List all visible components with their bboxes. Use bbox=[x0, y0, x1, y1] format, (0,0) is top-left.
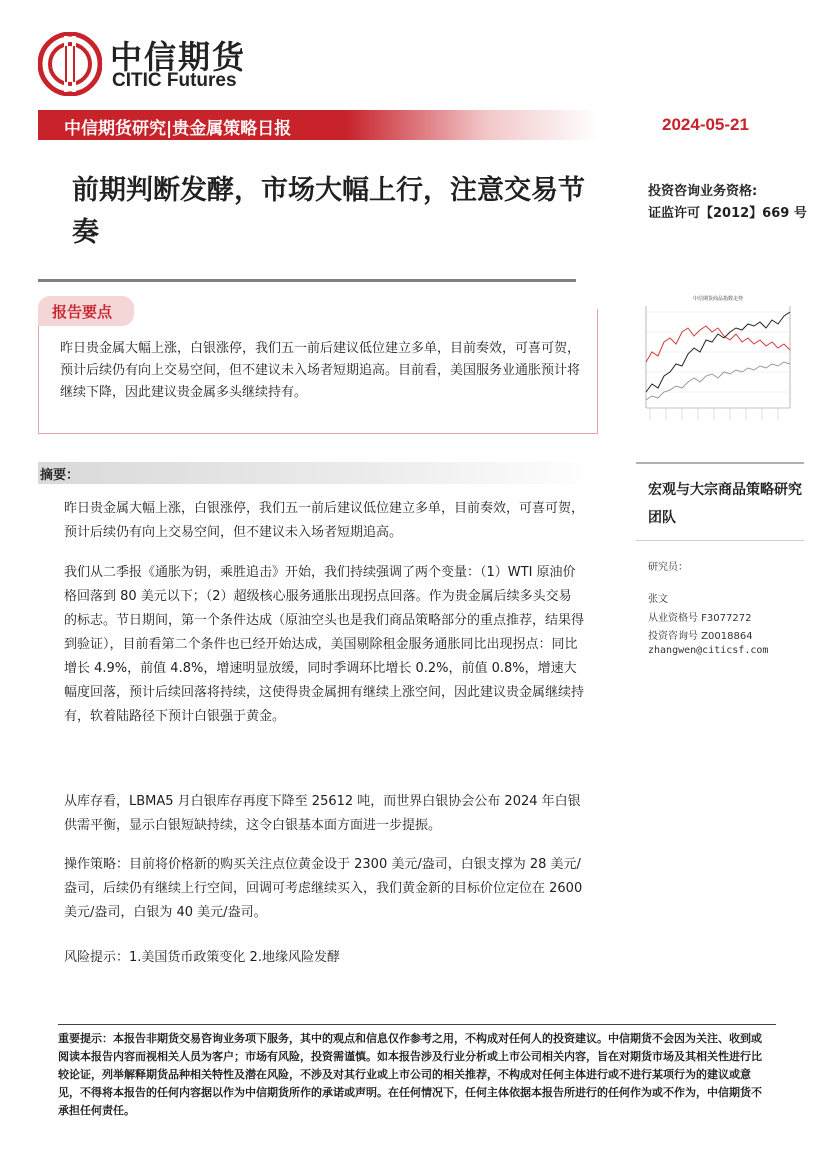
abstract-header-bar bbox=[38, 462, 598, 484]
abstract-paragraph: 操作策略：目前将价格新的购买关注点位黄金设于 2300 美元/盎司，白银支撑为 28 美元/盎司，后续仍有继续上行空间，回调可考虑继续买入，我们黄金新的目标价位定位在 2600 美元/盎司，白银为 40 美元/盎司。 bbox=[64, 857, 583, 920]
qualification-number: 从业资格号 F3077272 bbox=[648, 613, 752, 624]
researcher-name: 张文 bbox=[648, 594, 668, 605]
report-series-title: 中信期货研究|贵金属策略日报 bbox=[64, 119, 292, 139]
team-divider bbox=[636, 462, 804, 464]
abstract-label: 摘要： bbox=[40, 468, 80, 483]
chart-thumbnail-title: 中信期货商品指数走势 bbox=[692, 296, 744, 302]
researcher-label: 研究员： bbox=[648, 562, 688, 573]
key-points-label: 报告要点 bbox=[52, 303, 113, 321]
abstract-paragraph: 从库存看，LBMA5 月白银库存再度下降至 25612 吨，而世界白银协会公布 2024 年白银供需平衡，显示白银短缺持续，这令白银基本面方面进一步提振。 bbox=[64, 794, 581, 833]
risk-warning: 风险提示：1.美国货币政策变化 2.地缘风险发酵 bbox=[64, 950, 340, 965]
disclaimer-text: 重要提示：本报告非期货交易咨询业务项下服务，其中的观点和信息仅作参考之用，不构成对任何人的投资建议。中信期货不会因为关注、收到或阅读本报告内容而视相关人员为客户；市场有风险，投资需谨慎。如本报告涉及行业分析或上市公司相关内容，旨在对期货市场及其相关性进行比较论证，列举解释期货品种相关特性及潜在风险，不涉及对其行业或上市公司的相关推荐，不构成对任何主体进行或不进行某项行为的建议或意见，不得将本报告的任何内容据以作为中信期货所作的承诺或声明。在任何情况下，任何主体依据本报告所进行的任何作为或不作为，中信期货不承担任何责任。 bbox=[58, 1032, 762, 1117]
key-points-text: 昨日贵金属大幅上涨，白银涨停，我们五一前后建议低位建立多单，目前奏效，可喜可贺，预计后续仍有向上交易空间，但不建议未入场者短期追高。目前看，美国服务业通胀预计将继续下降，因此建议贵金属多头继续持有。 bbox=[60, 341, 581, 400]
qualification-value: 证监许可【2012】669 号 bbox=[648, 206, 807, 221]
qualification-label: 投资咨询业务资格: bbox=[648, 184, 758, 199]
report-date: 2024-05-21 bbox=[662, 115, 749, 134]
research-team-name: 宏观与大宗商品策略研究团队 bbox=[648, 482, 802, 526]
report-title: 前期判断发酵，市场大幅上行，注意交易节奏 bbox=[72, 175, 585, 248]
logo-english-name: CITIC Futures bbox=[112, 70, 237, 91]
researcher-email-link[interactable]: zhangwen@citicsf.com bbox=[648, 645, 769, 656]
abstract-paragraph: 昨日贵金属大幅上涨，白银涨停，我们五一前后建议低位建立多单，目前奏效，可喜可贺，预计后续仍有向上交易空间，但不建议未入场者短期追高。 bbox=[64, 501, 585, 540]
consulting-number: 投资咨询号 Z0018864 bbox=[648, 631, 753, 642]
title-divider bbox=[38, 279, 576, 282]
disclaimer-divider bbox=[58, 1024, 776, 1025]
citic-logo-icon bbox=[38, 32, 102, 96]
index-chart-thumbnail bbox=[630, 292, 806, 432]
team-divider bbox=[636, 540, 804, 541]
abstract-paragraph: 我们从二季报《通胀为钥，乘胜追击》开始，我们持续强调了两个变量：（1）WTI 原油价格回落到 80 美元以下；（2）超级核心服务通胀出现拐点回落。作为贵金属后续多头交易的标志。节日期间，第一个条件达成（原油空头也是我们商品策略部分的重点推荐，结果得到验证），目前看第二个条件也已经开始达成，美国剔除租金服务通胀同比出现拐点：同比增长 4.9%，前值 4.8%，增速明显放缓，同时季调环比增长 0.2%，前值 0.8%，增速大幅度回落，预计后续回落将持续，这使得贵金属拥有继续上涨空间，因此建议贵金属继续持有，软着陆路径下预计白银强于黄金。 bbox=[64, 565, 585, 724]
logo-chinese-name: 中信期货 bbox=[110, 38, 247, 76]
